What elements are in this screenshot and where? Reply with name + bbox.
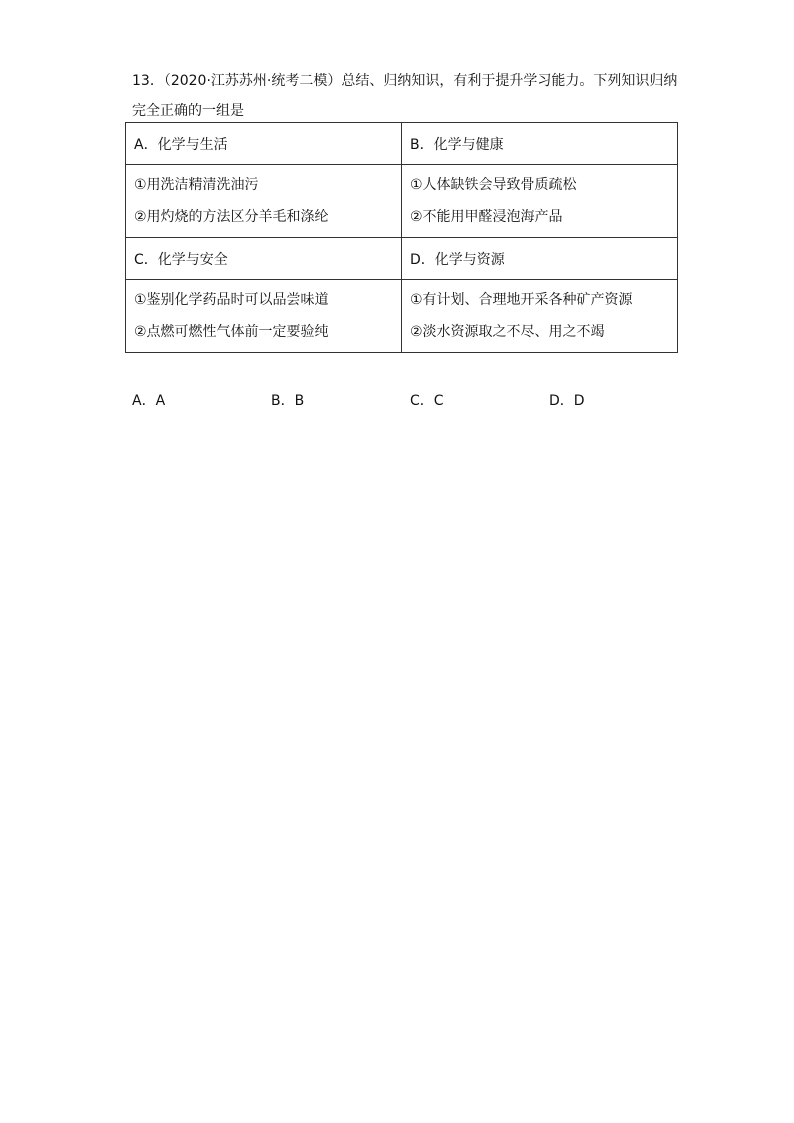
table-row [126, 280, 678, 353]
group-a-item-1: ①用洗洁精清洗油污 [134, 177, 259, 193]
group-d-heading: D．化学与资源 [402, 238, 678, 280]
table-row [126, 238, 678, 280]
group-d-item-2: ②淡水资源取之不尽、用之不竭 [410, 324, 605, 340]
option-b[interactable]: B．B [271, 393, 305, 409]
group-c-item-1: ①鉴别化学药品时可以品尝味道 [134, 292, 329, 308]
table-row [126, 165, 678, 238]
option-c[interactable]: C．C [410, 393, 444, 409]
question-stem [132, 66, 682, 126]
group-d-item-1: ①有计划、合理地开采各种矿产资源 [410, 292, 633, 308]
knowledge-table [125, 122, 678, 353]
group-d-items [402, 280, 678, 353]
group-b-item-2: ②不能用甲醛浸泡海产品 [410, 209, 563, 225]
table-row [126, 123, 678, 165]
question-text-line-1: 13．（2020·江苏苏州·统考二模）总结、归纳知识，有利于提升学习能力。下列知识归纳 [132, 73, 678, 89]
option-a[interactable]: A．A [132, 393, 166, 409]
group-c-item-2: ②点燃可燃性气体前一定要验纯 [134, 324, 329, 340]
group-a-item-2: ②用灼烧的方法区分羊毛和涤纶 [134, 209, 329, 225]
group-a-items [126, 165, 402, 238]
group-c-heading: C．化学与安全 [126, 238, 402, 280]
answer-options [132, 390, 692, 412]
group-b-item-1: ①人体缺铁会导致骨质疏松 [410, 177, 577, 193]
group-c-items [126, 280, 402, 353]
group-b-heading: B．化学与健康 [402, 123, 678, 165]
question-text-line-2: 完全正确的一组是 [132, 103, 244, 119]
option-d[interactable]: D．D [549, 393, 585, 409]
group-b-items [402, 165, 678, 238]
group-a-heading: A．化学与生活 [126, 123, 402, 165]
